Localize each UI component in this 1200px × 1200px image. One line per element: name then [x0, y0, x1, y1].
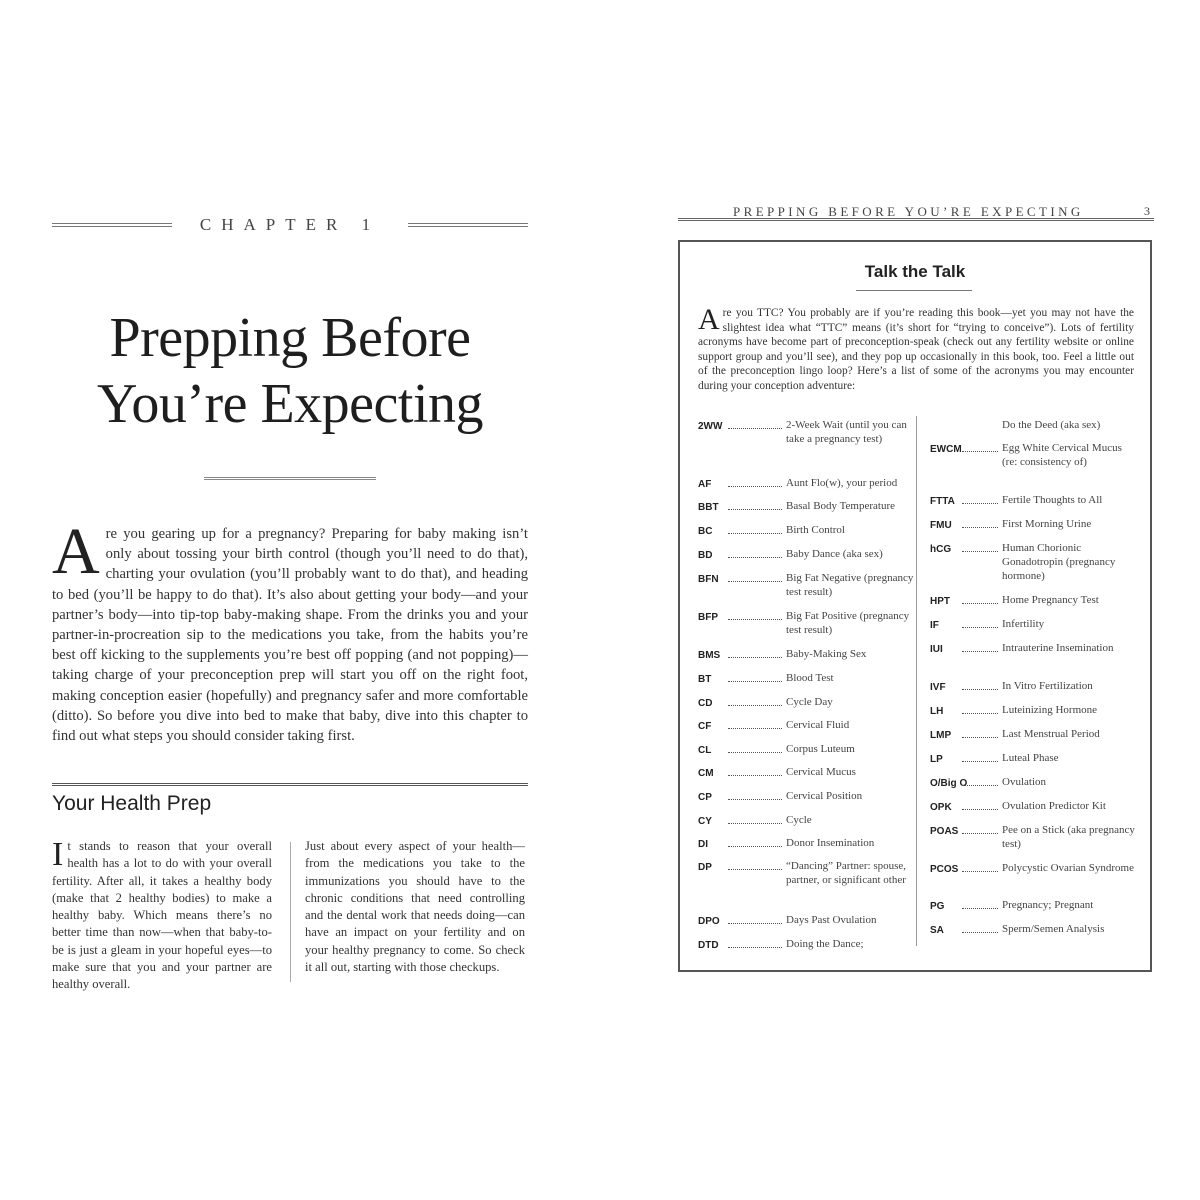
- dotted-leader: [962, 713, 998, 714]
- acronym-abbr: CD: [698, 698, 713, 709]
- acronym-abbr: BT: [698, 674, 712, 685]
- acronym-abbr: OPK: [930, 802, 952, 813]
- acronym-definition: Ovulation Predictor Kit: [1002, 800, 1106, 812]
- acronym-abbr: POAS: [930, 826, 959, 837]
- acronym-abbr: CL: [698, 745, 712, 756]
- acronym-definition: Pee on a Stick (aka pregnancy test): [1002, 824, 1135, 850]
- acronym-definition: Big Fat Negative (pregnancy test result): [786, 572, 914, 598]
- dotted-leader: [962, 737, 998, 738]
- dotted-leader: [962, 627, 998, 628]
- acronym-definition: Egg White Cervical Mucus (re: consistency of): [1002, 442, 1122, 468]
- acronym-abbr: HPT: [930, 596, 950, 607]
- acronym-definition: Cervical Mucus: [786, 766, 856, 778]
- acronym-definition: Blood Test: [786, 672, 834, 684]
- acronym-definition: Pregnancy; Pregnant: [1002, 899, 1094, 911]
- acronym-abbr: CY: [698, 816, 712, 827]
- acronym-abbr: EWCM: [930, 444, 962, 455]
- dotted-leader: [728, 775, 782, 776]
- acronym-abbr: DTD: [698, 940, 719, 951]
- dotted-leader: [962, 932, 998, 933]
- body-column-right: Just about every aspect of your health—from the medications you take to the immunizations you should have to the chronic conditions that need controlling and the dental work that needs doing—can have an impact on your fertility and on your healthy pregnancy to come. So check it all out, starting with those checkups.: [305, 839, 525, 975]
- acronym-definition: Days Past Ovulation: [786, 914, 877, 926]
- acronym-definition: Donor Insemination: [786, 837, 875, 849]
- acronym-abbr: IUI: [930, 644, 943, 655]
- chapter-label: CHAPTER 1: [199, 215, 381, 234]
- chapter-title-line: Prepping Before: [109, 307, 471, 369]
- dotted-leader: [728, 557, 782, 558]
- sidebar-box: [678, 240, 1152, 972]
- acronym-abbr: BD: [698, 550, 713, 561]
- section-heading: Your Health Prep: [52, 792, 212, 815]
- acronym-abbr: CF: [698, 721, 712, 732]
- acronym-abbr: BBT: [698, 502, 719, 513]
- intro-text: re you gearing up for a pregnancy? Preparing for baby making isn’t only about tossing your birth control (though you’ll need to do that), charting your ovulation (you’ll probably want to do that), and heading to bed (you’ll be happy to do that). It’s also about getting your body—and your partner’s body—into tip-top baby-making shape. From the drinks you and your partner-in-procreation sip to the medications you take, from the habits you’re best off kicking to the supplements you’re best off popping (and not popping)—taking charge of your preconception prep will start you off on the right foot, making conception easier (hopefully) and pregnancy safer and more comfortable (ditto). So before you dive into bed to make that baby, dive into this chapter to find out what steps you should consider taking first.: [52, 526, 528, 745]
- intro-paragraph: [52, 515, 528, 746]
- acronym-abbr: PCOS: [930, 864, 959, 875]
- acronym-abbr: FTTA: [930, 496, 955, 507]
- drop-cap: A: [698, 303, 720, 336]
- dotted-leader: [728, 728, 782, 729]
- acronym-abbr: hCG: [930, 544, 952, 555]
- dotted-leader: [728, 869, 782, 870]
- acronym-definition: 2-Week Wait (until you can take a pregnancy test): [786, 419, 907, 445]
- dotted-leader: [962, 833, 998, 834]
- acronym-abbr: LMP: [930, 730, 952, 741]
- acronym-definition: Infertility: [1002, 618, 1045, 630]
- acronym-abbr: DI: [698, 839, 708, 850]
- acronym-abbr: PG: [930, 901, 945, 912]
- dotted-leader: [728, 947, 782, 948]
- dotted-leader: [728, 533, 782, 534]
- acronym-abbr: IF: [930, 620, 939, 631]
- sidebar-title: Talk the Talk: [864, 262, 966, 281]
- acronym-abbr: LP: [930, 754, 943, 765]
- dotted-leader: [962, 689, 998, 690]
- dotted-leader: [728, 752, 782, 753]
- dotted-leader: [962, 651, 998, 652]
- acronym-definition: Polycystic Ovarian Syndrome: [1002, 862, 1134, 874]
- dotted-leader: [728, 428, 782, 429]
- acronym-definition: Baby-Making Sex: [786, 648, 867, 660]
- dotted-leader: [728, 846, 782, 847]
- acronym-definition: In Vitro Fertilization: [1002, 680, 1093, 692]
- acronym-definition: Cervical Position: [786, 790, 863, 802]
- chapter-rule-right: [408, 223, 528, 227]
- acronym-abbr: BFN: [698, 574, 719, 585]
- dotted-leader: [962, 527, 998, 528]
- body-text: t stands to reason that your overall health has a lot to do with your overall fertility. After all, it takes a healthy body (make that 2 healthy bodies) to make a healthy baby. Which means there’s no better time than now—when that baby-to-be is just a gleam in your hopeful eyes—to make sure that you and your partner are healthy overall.: [52, 839, 272, 992]
- dotted-leader: [728, 509, 782, 510]
- acronym-abbr: 2WW: [698, 421, 723, 432]
- acronym-definition: Aunt Flo(w), your period: [786, 477, 898, 489]
- acronym-definition: Doing the Dance;: [786, 938, 864, 950]
- acronym-abbr: DP: [698, 862, 712, 873]
- acronym-abbr: CP: [698, 792, 712, 803]
- acronym-definition: Human Chorionic Gonadotropin (pregnancy hormone): [1002, 542, 1116, 582]
- sidebar-title-underline: [856, 290, 972, 291]
- dotted-leader: [728, 799, 782, 800]
- acronym-definition: Birth Control: [786, 524, 845, 536]
- acronym-definition: Luteal Phase: [1002, 752, 1059, 764]
- dotted-leader: [728, 619, 782, 620]
- acronym-abbr: BC: [698, 526, 713, 537]
- acronym-definition: Cycle Day: [786, 696, 833, 708]
- acronym-definition: First Morning Urine: [1002, 518, 1092, 530]
- column-divider: [290, 842, 291, 982]
- acronym-definition: “Dancing” Partner: spouse, partner, or significant other: [786, 860, 907, 886]
- body-column-left: [52, 838, 272, 994]
- page-number: 3: [1144, 204, 1150, 218]
- dotted-leader: [728, 657, 782, 658]
- dotted-leader: [962, 785, 998, 786]
- dotted-leader: [962, 603, 998, 604]
- drop-cap: I: [52, 836, 64, 873]
- dotted-leader: [962, 761, 998, 762]
- acronym-definition: Ovulation: [1002, 776, 1046, 788]
- acronym-definition: Cervical Fluid: [786, 719, 850, 731]
- dotted-leader: [962, 908, 998, 909]
- running-head-rule: [678, 218, 1154, 221]
- acronym-definition: Do the Deed (aka sex): [1002, 419, 1101, 431]
- sidebar-intro: [698, 303, 1134, 394]
- acronym-definition: Intrauterine Insemination: [1002, 642, 1114, 654]
- dotted-leader: [728, 705, 782, 706]
- acronym-abbr: BFP: [698, 612, 718, 623]
- dotted-leader: [728, 486, 782, 487]
- acronym-abbr: FMU: [930, 520, 952, 531]
- acronym-definition: Last Menstrual Period: [1002, 728, 1100, 740]
- dotted-leader: [962, 451, 998, 452]
- acronym-definition: Luteinizing Hormone: [1002, 704, 1098, 716]
- chapter-title: [52, 305, 528, 437]
- acronym-definition: Fertile Thoughts to All: [1002, 494, 1103, 506]
- acronym-definition: Cycle: [786, 814, 812, 826]
- acronym-abbr: AF: [698, 479, 712, 490]
- acronym-abbr: CM: [698, 768, 714, 779]
- dotted-leader: [728, 923, 782, 924]
- acronym-abbr: BMS: [698, 650, 721, 661]
- acronym-abbr: IVF: [930, 682, 946, 693]
- title-divider: [204, 477, 376, 480]
- acronym-definition: Baby Dance (aka sex): [786, 548, 883, 560]
- acronym-definition: Home Pregnancy Test: [1002, 594, 1099, 606]
- dotted-leader: [962, 551, 998, 552]
- dotted-leader: [962, 503, 998, 504]
- dotted-leader: [962, 871, 998, 872]
- acronym-abbr: O/Big O: [930, 778, 968, 789]
- sidebar-intro-text: re you TTC? You probably are if you’re reading this book—yet you may not have the slightest idea what “TTC” means (it’s short for “trying to conceive”). Lots of fertility acronyms have become part of preconception-speak (check out any fertility website or online support group and you’ll see), and they pop up occasionally in this book, too. Feel a little out of the preconception lingo loop? Here’s a list of some of the acronyms you may encounter during your conception adventure:: [698, 307, 1134, 392]
- acronym-definition: Basal Body Temperature: [786, 500, 895, 512]
- right-page: [678, 0, 1154, 1200]
- acronym-abbr: SA: [930, 925, 944, 936]
- acronym-definition: Big Fat Positive (pregnancy test result): [786, 610, 910, 636]
- section-rule: [52, 783, 528, 786]
- acronym-abbr: LH: [930, 706, 944, 717]
- acronym-abbr: DPO: [698, 916, 720, 927]
- dotted-leader: [728, 823, 782, 824]
- running-head-title: PREPPING BEFORE YOU’RE EXPECTING: [733, 204, 1084, 219]
- acronym-definition: Corpus Luteum: [786, 743, 855, 755]
- dotted-leader: [728, 581, 782, 582]
- left-page: [52, 0, 528, 1200]
- acronym-column-divider: [916, 416, 917, 946]
- acronym-definition: Sperm/Semen Analysis: [1002, 923, 1105, 935]
- dotted-leader: [962, 809, 998, 810]
- chapter-title-line: You’re Expecting: [96, 373, 484, 435]
- drop-cap: A: [52, 515, 100, 588]
- dotted-leader: [728, 681, 782, 682]
- chapter-heading-row: [52, 215, 528, 237]
